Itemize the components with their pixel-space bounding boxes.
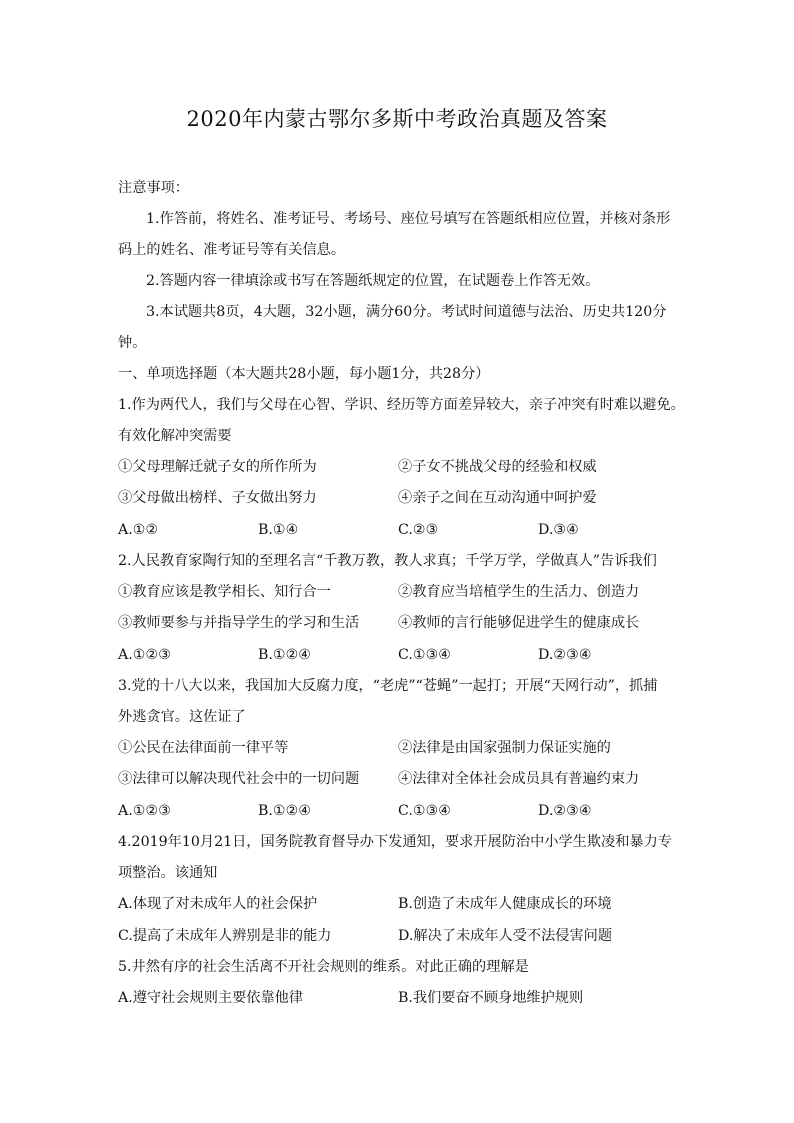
question-1-stem-cont: 有效化解冲突需要 xyxy=(118,428,232,444)
q1-statement-4: ④亲子之间在互动沟通中呵护爱 xyxy=(398,490,597,506)
q4-option-d: D.解决了未成年人受不法侵害问题 xyxy=(398,928,613,944)
question-4-stem: 4.2019年10月21日，国务院教育督导办下发通知，要求开展防治中小学生欺凌和暴力专 xyxy=(118,834,672,850)
q3-option-b: B.①②④ xyxy=(258,803,312,819)
notice-item-3-cont: 钟。 xyxy=(118,335,147,351)
q1-option-c: C.②③ xyxy=(398,522,439,538)
q3-option-c: C.①③④ xyxy=(398,803,452,819)
q2-statement-4: ④教师的言行能够促进学生的健康成长 xyxy=(398,615,640,631)
question-3-stem-cont: 外逃贪官。这佐证了 xyxy=(118,709,246,725)
q2-statement-2: ②教育应当培植学生的生活力、创造力 xyxy=(398,584,640,600)
q1-statement-1: ①父母理解迁就子女的所作所为 xyxy=(118,459,317,475)
question-3-stem: 3.党的十八大以来，我国加大反腐力度，“老虎”“苍蝇”一起打；开展“天网行动”，抓捕 xyxy=(118,678,658,694)
q3-statement-1: ①公民在法律面前一律平等 xyxy=(118,740,289,756)
q2-option-a: A.①②③ xyxy=(118,647,171,663)
q5-option-a: A.遵守社会规则主要依靠他律 xyxy=(118,990,304,1006)
question-2-stem: 2.人民教育家陶行知的至理名言“千教万教，教人求真；千学万学，学做真人”告诉我们 xyxy=(118,553,657,569)
question-5-stem: 5.井然有序的社会生活离不开社会规则的维系。对此正确的理解是 xyxy=(118,959,529,975)
q2-statement-1: ①教育应该是教学相长、知行合一 xyxy=(118,584,331,600)
notice-item-1: 1.作答前，将姓名、准考证号、考场号、座位号填写在答题纸相应位置，并核对条形 xyxy=(146,211,671,227)
q2-option-d: D.②③④ xyxy=(538,647,592,663)
q3-option-d: D.②③④ xyxy=(538,803,592,819)
notice-heading: 注意事项： xyxy=(118,180,189,196)
page-title: 2020年内蒙古鄂尔多斯中考政治真题及答案 xyxy=(186,107,608,131)
q2-option-b: B.①②④ xyxy=(258,647,312,663)
notice-item-2: 2.答题内容一律填涂或书写在答题纸规定的位置，在试题卷上作答无效。 xyxy=(146,273,600,289)
q1-option-a: A.①② xyxy=(118,522,159,538)
q4-option-c: C.提高了未成年人辨别是非的能力 xyxy=(118,928,332,944)
q1-option-b: B.①④ xyxy=(258,522,299,538)
question-4-stem-cont: 项整治。该通知 xyxy=(118,865,218,881)
q2-statement-3: ③教师要参与并指导学生的学习和生活 xyxy=(118,615,360,631)
question-1-stem: 1.作为两代人，我们与父母在心智、学识、经历等方面差异较大，亲子冲突有时难以避免。 xyxy=(118,397,685,413)
q2-option-c: C.①③④ xyxy=(398,647,452,663)
q1-statement-2: ②子女不挑战父母的经验和权威 xyxy=(398,459,597,475)
q5-option-b: B.我们要奋不顾身地维护规则 xyxy=(398,990,584,1006)
section-heading: 一、单项选择题（本大题共28小题，每小题1分，共28分） xyxy=(118,366,490,382)
q3-statement-3: ③法律可以解决现代社会中的一切问题 xyxy=(118,771,360,787)
notice-item-1-cont: 码上的姓名、准考证号等有关信息。 xyxy=(118,242,346,258)
q4-option-a: A.体现了对未成年人的社会保护 xyxy=(118,896,318,912)
q3-option-a: A.①②③ xyxy=(118,803,171,819)
notice-item-3: 3.本试题共8页，4大题，32小题，满分60分。考试时间道德与法治、历史共120分 xyxy=(146,304,667,320)
q4-option-b: B.创造了未成年人健康成长的环境 xyxy=(398,896,612,912)
q3-statement-2: ②法律是由国家强制力保证实施的 xyxy=(398,740,611,756)
q1-option-d: D.③④ xyxy=(538,522,579,538)
q3-statement-4: ④法律对全体社会成员具有普遍约束力 xyxy=(398,771,640,787)
q1-statement-3: ③父母做出榜样、子女做出努力 xyxy=(118,490,317,506)
